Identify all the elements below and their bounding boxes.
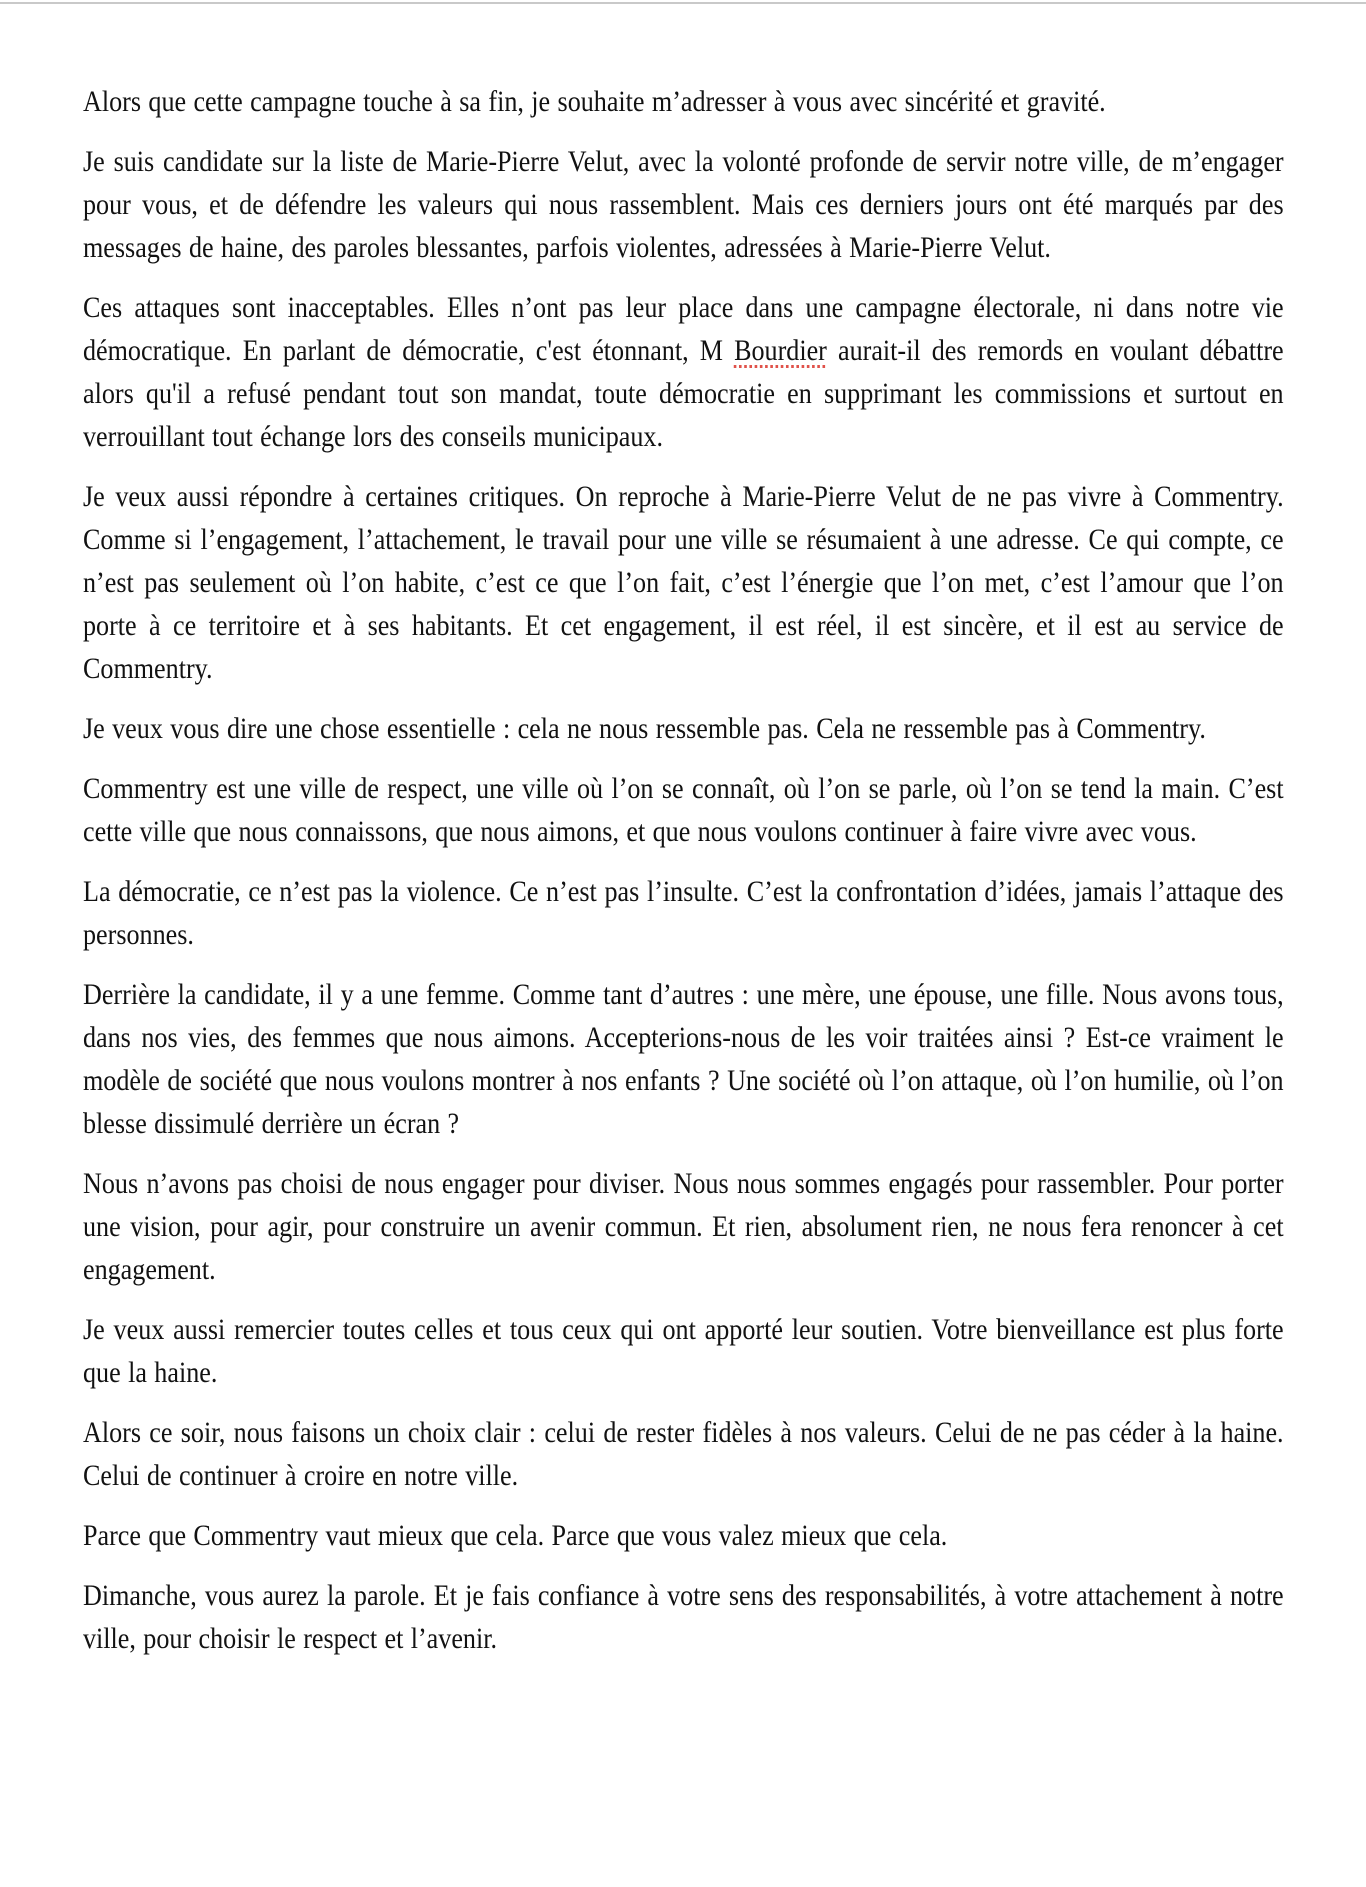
top-divider [0,2,1366,4]
text-segment: Parce que Commentry vaut mieux que cela. Parce que vous valez mieux que cela. [83,1519,948,1552]
paragraph [83,140,1284,269]
text-segment: Je veux aussi répondre à certaines critiques. On reproche à Marie-Pierre Velut de ne pas vivre à Commentry. Comme si l’engagement, l’attachement, le travail pour une ville se résumaient à une adresse. Ce qui compte, ce n’est pas seulement où l’on habite, c’est ce que l’on fait, c’est l’énergie que l’on met, c’est l’amour que l’on porte à ce territoire et à ses habitants. Et cet engagement, il est réel, il est sincère, et il est au service de Commentry. [83,480,1284,685]
text-segment: Je veux aussi remercier toutes celles et tous ceux qui ont apporté leur soutien. Votre bienveillance est plus forte que la haine. [83,1313,1284,1389]
text-segment: Ces attaques sont inacceptables. Elles n’ont pas leur place dans une campagne électorale, ni dans notre vie démocratique. En parlant de démocratie, c'est étonnant, M [83,291,1284,367]
paragraph [83,1574,1284,1660]
paragraph [83,1162,1284,1291]
paragraph [83,475,1284,690]
document-page[interactable] [83,80,1284,1660]
text-segment: La démocratie, ce n’est pas la violence. Ce n’est pas l’insulte. C’est la confrontation d’idées, jamais l’attaque des personnes. [83,875,1284,951]
text-segment: Alors que cette campagne touche à sa fin, je souhaite m’adresser à vous avec sincérité et gravité. [83,85,1106,118]
text-segment: Dimanche, vous aurez la parole. Et je fais confiance à votre sens des responsabilités, à votre attachement à notre ville, pour choisir le respect et l’avenir. [83,1579,1284,1655]
paragraph [83,80,1284,123]
misspelled-word: Bourdier [734,334,827,367]
text-segment: Commentry est une ville de respect, une ville où l’on se connaît, où l’on se parle, où l’on se tend la main. C’est cette ville que nous connaissons, que nous aimons, et que nous voulons continuer à faire vivre avec vous. [83,772,1284,848]
text-segment: Alors ce soir, nous faisons un choix clair : celui de rester fidèles à nos valeurs. Celui de ne pas céder à la haine. Celui de continuer à croire en notre ville. [83,1416,1284,1492]
text-segment: Je veux vous dire une chose essentielle : cela ne nous ressemble pas. Cela ne ressemble pas à Commentry. [83,712,1206,745]
text-segment: Nous n’avons pas choisi de nous engager pour diviser. Nous nous sommes engagés pour rassembler. Pour porter une vision, pour agir, pour construire un avenir commun. Et rien, absolument rien, ne nous fera renoncer à cet engagement. [83,1167,1284,1286]
paragraph [83,1411,1284,1497]
text-segment: aurait-il des remords en voulant débattre alors qu'il a refusé pendant tout son mandat, toute démocratie en supprimant les commissions et surtout en verrouillant tout échange lors des conseils municipaux. [83,334,1284,453]
paragraph [83,707,1284,750]
paragraph [83,1308,1284,1394]
paragraph [83,767,1284,853]
paragraph [83,1514,1284,1557]
text-segment: Je suis candidate sur la liste de Marie-Pierre Velut, avec la volonté profonde de servir notre ville, de m’engager pour vous, et de défendre les valeurs qui nous rassemblent. Mais ces derniers jours ont été marqués par des messages de haine, des paroles blessantes, parfois violentes, adressées à Marie-Pierre Velut. [83,145,1284,264]
text-segment: Derrière la candidate, il y a une femme. Comme tant d’autres : une mère, une épouse, une fille. Nous avons tous, dans nos vies, des femmes que nous aimons. Accepterions-nous de les voir traitées ainsi ? Est-ce vraiment le modèle de société que nous voulons montrer à nos enfants ? Une société où l’on attaque, où l’on humilie, où l’on blesse dissimulé derrière un écran ? [83,978,1284,1140]
paragraph [83,286,1284,458]
paragraph [83,870,1284,956]
document-body [83,80,1284,1660]
paragraph [83,973,1284,1145]
